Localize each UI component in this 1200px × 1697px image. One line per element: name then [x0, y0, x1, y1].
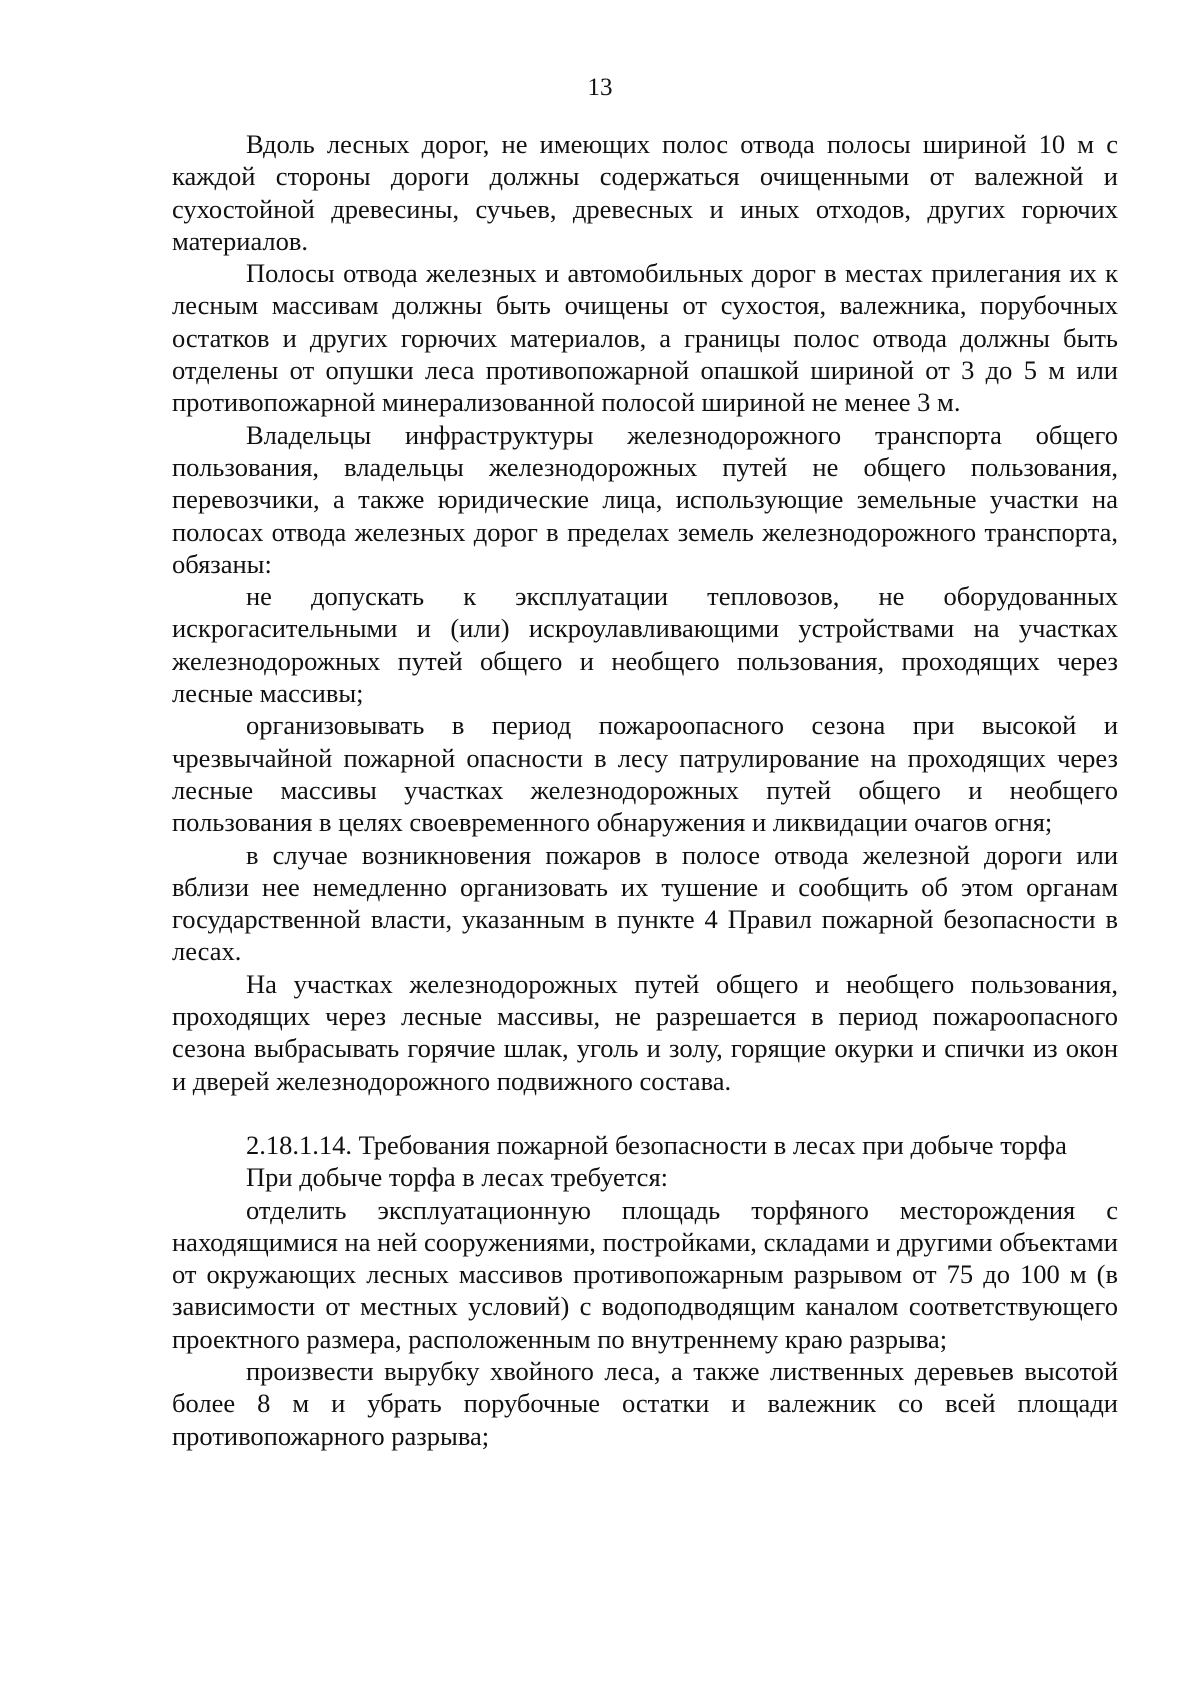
section-heading: 2.18.1.14. Требования пожарной безопасности в лесах при добыче торфа — [246, 1129, 1067, 1160]
paragraph-railway-owners: Владельцы инфраструктуры железнодорожного транспорта общего пользования, владельцы железнодорожных путей не общего пользования, перевозчики, а также юридические лица, использующие земельные участки на полосах отвода железных дорог в пределах земель железнодорожного транспорта, обязаны: — [172, 419, 1118, 579]
document-body — [172, 128, 1118, 1452]
paragraph-fire-response: в случае возникновения пожаров в полосе отвода железной дороги или вблизи нее немедленно организовать их тушение и сообщить об этом органам государственной власти, указанным в пункте 4 Правил пожарной безопасности в лесах. — [172, 839, 1118, 967]
paragraph-patrolling: организовывать в период пожароопасного сезона при высокой и чрезвычайной пожарной опасности в лесу патрулирование на проходящих через лесные массивы участках железнодорожных путей общего и необщего пользования в целях своевременного обнаружения и ликвидации очагов огня; — [172, 710, 1118, 838]
paragraph-peat-intro: При добыче торфа в лесах требуется: — [246, 1162, 668, 1193]
paragraph-prohibitions: На участках железнодорожных путей общего и необщего пользования, проходящих через лесные массивы, не разрешается в период пожароопасного сезона выбрасывать горячие шлак, уголь и золу, горящие окурки и спички из окон и дверей железнодорожного подвижного состава. — [172, 968, 1118, 1096]
paragraph-locomotives: не допускать к эксплуатации тепловозов, не оборудованных искрогасительными и (или) искроулавливающими устройствами на участках железнодорожных путей общего и необщего пользования, проходящих через лесные массивы; — [172, 581, 1118, 709]
paragraph-forest-roads: Вдоль лесных дорог, не имеющих полос отвода полосы шириной 10 м с каждой стороны дороги должны содержаться очищенными от валежной и сухостойной древесины, сучьев, древесных и иных отходов, других горючих материалов. — [172, 129, 1118, 256]
paragraph-peat-clearing: произвести вырубку хвойного леса, а также лиственных деревьев высотой более 8 м и убрать порубочные остатки и валежник со всей площади противопожарного разрыва; — [172, 1355, 1118, 1451]
paragraph-peat-firebreak: отделить эксплуатационную площадь торфяного месторождения с находящимися на ней сооружениями, постройками, складами и другими объектами от окружающих лесных массивов противопожарным разрывом от 75 до 100 м (в зависимости от местных условий) с водоподводящим каналом соответствующего проектного размера, расположенным по внутреннему краю разрыва; — [172, 1194, 1118, 1354]
paragraph-right-of-way: Полосы отвода железных и автомобильных дорог в местах прилегания их к лесным массивам должны быть очищены от сухостоя, валежника, порубочных остатков и других горючих материалов, а границы полос отвода должны быть отделены от опушки леса противопожарной опашкой шириной от 3 до 5 м или противопожарной минерализованной полосой шириной не менее 3 м. — [172, 258, 1118, 418]
page-number: 13 — [587, 74, 613, 101]
